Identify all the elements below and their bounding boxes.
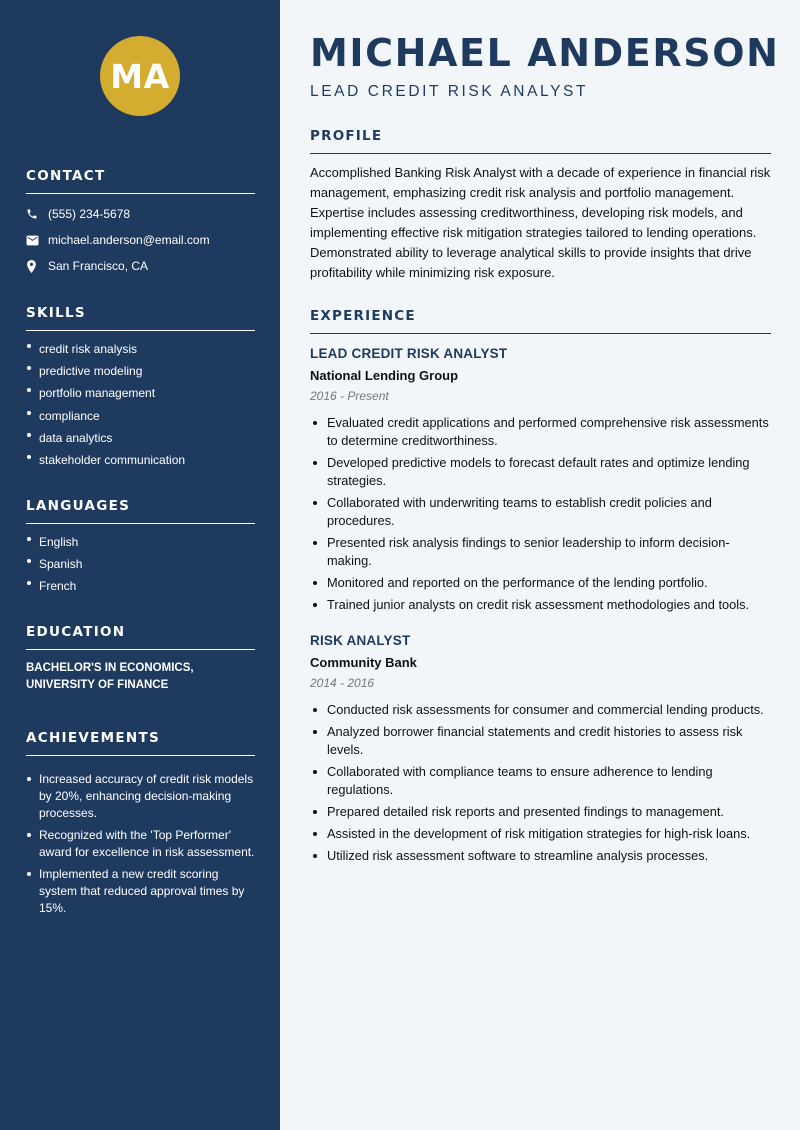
job-bullets xyxy=(310,701,771,865)
job-dates: 2014 - 2016 xyxy=(310,676,375,690)
list-item: English xyxy=(26,531,255,553)
education-degree: BACHELOR'S IN ECONOMICS, UNIVERSITY OF FINANCE xyxy=(26,662,194,691)
list-item: Analyzed borrower financial statements and credit histories to assess risk levels. xyxy=(310,723,771,759)
job-entry xyxy=(310,633,771,869)
job-entry xyxy=(310,346,771,618)
list-item: Collaborated with compliance teams to ensure adherence to lending regulations. xyxy=(310,763,771,799)
list-item: French xyxy=(26,575,255,597)
list-item: predictive modeling xyxy=(26,360,255,382)
profile-heading: PROFILE xyxy=(310,128,771,154)
list-item: Utilized risk assessment software to streamline analysis processes. xyxy=(310,847,771,865)
phone-icon xyxy=(26,208,48,220)
list-item: Increased accuracy of credit risk models by 20%, enhancing decision-making processes. xyxy=(26,771,255,822)
list-item: Evaluated credit applications and performed comprehensive risk assessments to determine creditworthiness. xyxy=(310,414,771,450)
achievements-list xyxy=(26,771,255,917)
job-company: National Lending Group xyxy=(310,368,459,383)
sidebar xyxy=(0,0,280,1130)
email-icon xyxy=(26,235,48,246)
achievements-section xyxy=(26,730,255,922)
job-dates: 2016 - Present xyxy=(310,389,389,403)
list-item: Spanish xyxy=(26,553,255,575)
list-item: Developed predictive models to forecast default rates and optimize lending strategies. xyxy=(310,454,771,490)
skills-heading: SKILLS xyxy=(26,305,255,331)
contact-email xyxy=(26,227,255,253)
list-item: Implemented a new credit scoring system that reduced approval times by 15%. xyxy=(26,866,255,917)
candidate-name: MICHAEL ANDERSON xyxy=(310,31,780,75)
languages-heading: LANGUAGES xyxy=(26,498,255,524)
location-pin-icon xyxy=(26,260,48,273)
list-item: Presented risk analysis findings to senior leadership to inform decision-making. xyxy=(310,534,771,570)
experience-heading: EXPERIENCE xyxy=(310,308,771,334)
location-text: San Francisco, CA xyxy=(48,259,149,273)
job-title: RISK ANALYST xyxy=(310,633,411,648)
skills-list xyxy=(26,338,255,471)
list-item: compliance xyxy=(26,405,255,427)
list-item: stakeholder communication xyxy=(26,449,255,471)
avatar xyxy=(100,36,180,116)
job-bullets xyxy=(310,414,771,614)
list-item: Prepared detailed risk reports and presented findings to management. xyxy=(310,803,771,821)
contact-location xyxy=(26,253,255,279)
list-item: portfolio management xyxy=(26,382,255,404)
contact-section xyxy=(26,168,255,279)
phone-text[interactable]: (555) 234-5678 xyxy=(48,207,131,221)
job-title: LEAD CREDIT RISK ANALYST xyxy=(310,346,508,361)
list-item: Assisted in the development of risk mitigation strategies for high-risk loans. xyxy=(310,825,771,843)
profile-text: Accomplished Banking Risk Analyst with a decade of experience in financial risk management, emphasizing credit risk analysis and portfolio management. Expertise includes assessing creditworthiness, developing risk models, and implementing effective risk mitigation strategies tailored to lending operations. Demonstrated ability to leverage analytical skills to provide insights that drive profitability while minimizing risk exposure. xyxy=(310,165,771,280)
education-section xyxy=(26,624,255,694)
email-text[interactable]: michael.anderson@email.com xyxy=(48,233,210,247)
list-item: Recognized with the 'Top Performer' award for excellence in risk assessment. xyxy=(26,827,255,861)
job-company: Community Bank xyxy=(310,655,417,670)
list-item: credit risk analysis xyxy=(26,338,255,360)
education-heading: EDUCATION xyxy=(26,624,255,650)
list-item: data analytics xyxy=(26,427,255,449)
languages-list xyxy=(26,531,255,598)
contact-heading: CONTACT xyxy=(26,168,255,194)
list-item: Trained junior analysts on credit risk assessment methodologies and tools. xyxy=(310,596,771,614)
achievements-heading: ACHIEVEMENTS xyxy=(26,730,255,756)
list-item: Monitored and reported on the performance of the lending portfolio. xyxy=(310,574,771,592)
skills-section xyxy=(26,305,255,471)
list-item: Conducted risk assessments for consumer and commercial lending products. xyxy=(310,701,771,719)
candidate-role: LEAD CREDIT RISK ANALYST xyxy=(310,83,589,100)
contact-phone xyxy=(26,201,255,227)
languages-section xyxy=(26,498,255,598)
avatar-initials: MA xyxy=(110,56,170,96)
list-item: Collaborated with underwriting teams to establish credit policies and procedures. xyxy=(310,494,771,530)
